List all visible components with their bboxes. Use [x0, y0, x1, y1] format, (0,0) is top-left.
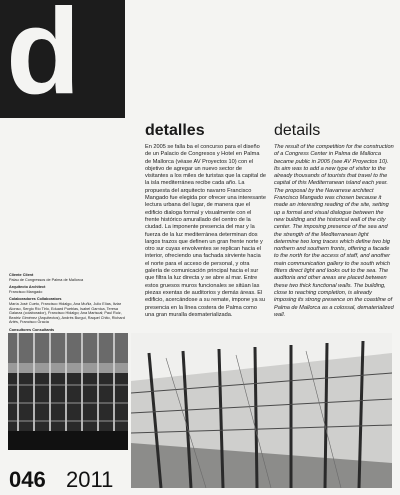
credit-label: Colaboradores Collaborators — [9, 297, 62, 302]
construction-photo-detail-image — [8, 333, 128, 450]
credit-label: Consultores Consultants — [9, 327, 55, 332]
english-body-text: The result of the competition for the construction of a Congress Center in Palma de Mallorca became public in 2005 (see AV Proyectos 10). Its aim was to add a new type of visitor to the already thousands of tourists that travel to the capital of this Mediterranean island each year. The proposal by the Navarrese architect Francisco Mangado was chosen because it made an interesting reading of the site, setting up a formal and visual dialogue between the new building and the historical wall of the city center. The imposing presence of the sea and the strength of the Mediterranean light determine two long traces which define two big northern and southern fronts, offering a facade to the north for the access of staff, and another main communication gallery to the south which filters direct light and looks out to the sea. The auditoria and other areas are placed between these two thick functional walls. The building, close to reaching completion, is already imposing its strong presence on the coastline of Palma de Mallorca as a colossal, dematerialized wall. — [274, 144, 394, 318]
spanish-heading: detalles — [145, 122, 205, 139]
credit-label: Arquitecto Architect — [9, 285, 46, 290]
credit-block — [9, 285, 126, 294]
credit-text: María José Cueto, Francisco Hidalgo, Ana Muñiz, Julio Elías, Itziar Alonso, Sergio Río Tirlo, Eduard Pueblas, Isabel Garnica, Teresa Galarza (colaborador), Francisco Hidalgo; Ana Mariscal; Paul Ruiz, Beatriz Giménez (Arquitectos), Andrés Burgui, Raquel Chito, Richard Artés, Francisco Gracía — [9, 301, 125, 325]
credit-text: Francisco Mangado — [9, 289, 43, 294]
spanish-body-text: En 2005 se falla ba el concurso para el diseño de un Palacio de Congresos y Hotel en Palma de Mallorca (véase AV Proyectos 10) con el objetivo de agregar un nuevo sector de visitantes a los miles de turistas que la capital de la isla mediterránea recibe cada año. La propuesta del arquitecto navarro Francisco Mangado fue elegida por ofrecer una interesante lectura urbana del lugar, de manera que el edificio dialoga formal y visualmente con el frente histórico amurallado del centro de la ciudad. La imponente presencia del mar y la fuerza de la luz mediterránea determinan dos largos trazos que definen un gran frente norte y otro sur cuyas envolventes se replican hacia el interior, ofreciendo una fachada sirviente hacia el norte para el acceso de personal, y otra galería de comunicación principal hacia el sur que filtra la luz directa y se abre al mar. Entre estos gruesos muros funcionales se sitúan las piezas exentas de auditorios y demás áreas. El edificio, acercándose a su remate, impone ya su presencia en la línea costera de Palma como una gran muralla desmaterializada. — [145, 144, 266, 318]
credit-block — [9, 273, 126, 282]
issue-year: 2011 — [66, 467, 114, 492]
construction-photo-gallery — [131, 333, 392, 488]
section-letter: d — [6, 0, 79, 119]
issue-number: 046 — [9, 467, 46, 492]
construction-photo-gallery-image — [131, 333, 392, 488]
spanish-column — [145, 122, 266, 319]
english-heading: details — [274, 122, 321, 139]
credit-block — [9, 297, 126, 325]
english-column — [274, 122, 394, 319]
construction-photo-detail — [8, 333, 128, 450]
section-letter-block — [0, 0, 125, 118]
credit-text: Palau de Congressos de Palma de Mallorca — [9, 277, 84, 282]
credit-label: Cliente Client — [9, 273, 34, 277]
